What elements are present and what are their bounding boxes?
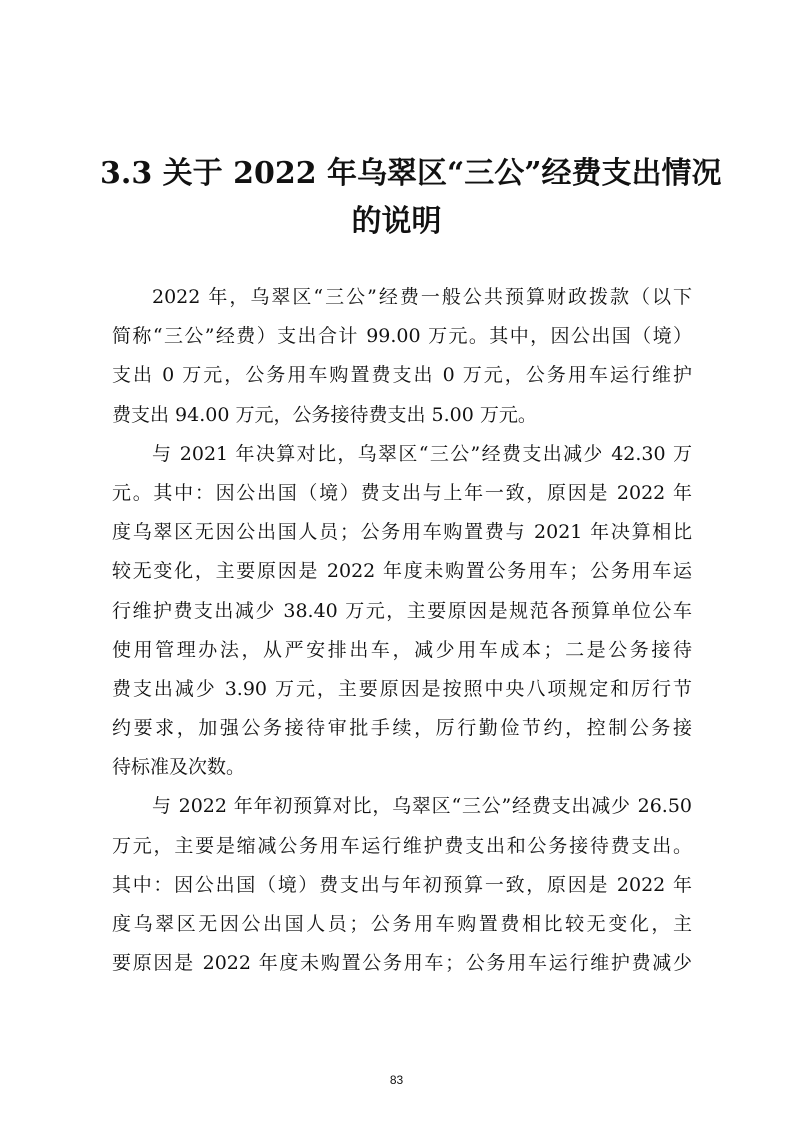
section-title xyxy=(100,150,722,246)
text-line: 约要求，加强公务接待审批手续，厉行勤俭节约，控制公务接 xyxy=(112,717,692,740)
text-line: 元。其中：因公出国（境）费支出与上年一致，原因是 2022 年 xyxy=(112,481,692,504)
text-line: 度乌翠区无因公出国人员；公务用车购置费相比较无变化，主 xyxy=(112,913,692,935)
text-line: 其中：因公出国（境）费支出与年初预算一致，原因是 2022 年 xyxy=(112,873,692,896)
text-line: 较无变化，主要原因是 2022 年度未购置公务用车；公务用车运 xyxy=(112,560,692,583)
paragraph-3 xyxy=(112,787,692,983)
text-line: 简称“三公”经费）支出合计 99.00 万元。其中，因公出国（境） xyxy=(112,325,692,348)
section-title-line-1: 3.3 关于 2022 年乌翠区“三公”经费支出情况 xyxy=(100,156,722,191)
text-line: 费支出减少 3.90 万元，主要原因是按照中央八项规定和厉行节 xyxy=(112,677,692,700)
text-line: 要原因是 2022 年度未购置公务用车；公务用车运行维护费减少 xyxy=(112,952,692,975)
text-line: 与 2021 年决算对比，乌翠区“三公”经费支出减少 42.30 万 xyxy=(152,442,692,465)
body-text xyxy=(112,278,692,983)
paragraph-1 xyxy=(112,278,692,435)
text-line: 待标准及次数。 xyxy=(112,756,246,779)
page-number: 83 xyxy=(389,1073,404,1087)
text-line: 使用管理办法，从严安排出车，减少用车成本；二是公务接待 xyxy=(112,638,692,661)
text-line: 万元，主要是缩减公务用车运行维护费支出和公务接待费支出。 xyxy=(112,834,692,857)
paragraph-2 xyxy=(112,435,692,788)
text-line: 与 2022 年年初预算对比，乌翠区“三公”经费支出减少 26.50 xyxy=(152,795,692,818)
text-line: 2022 年，乌翠区“三公”经费一般公共预算财政拨款（以下 xyxy=(152,286,692,308)
text-line: 支出 0 万元，公务用车购置费支出 0 万元，公务用车运行维护 xyxy=(112,364,692,387)
section-title-line-2: 的说明 xyxy=(351,204,442,239)
text-line: 费支出 94.00 万元，公务接待费支出 5.00 万元。 xyxy=(112,403,537,426)
text-line: 行维护费支出减少 38.40 万元，主要原因是规范各预算单位公车 xyxy=(112,599,692,622)
text-line: 度乌翠区无因公出国人员；公务用车购置费与 2021 年决算相比 xyxy=(112,521,692,544)
